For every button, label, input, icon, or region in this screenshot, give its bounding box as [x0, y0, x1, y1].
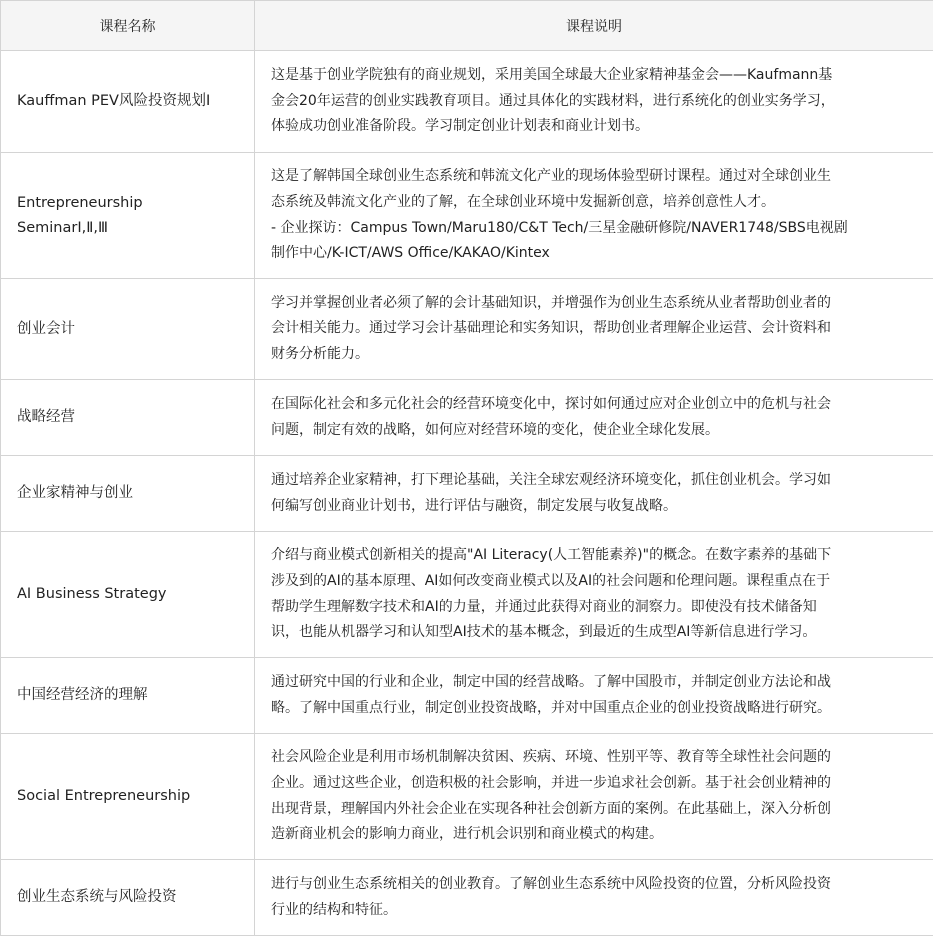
table-row	[1, 456, 933, 532]
course-name-cell	[1, 380, 255, 456]
table-row	[1, 153, 933, 279]
course-description-line: 略。了解中国重点行业，制定创业投资战略，并对中国重点企业的创业投资战略进行研究。	[271, 699, 831, 716]
course-description-line: 通过培养企业家精神，打下理论基础，关注全球宏观经济环境变化，抓住创业机会。学习如	[271, 471, 831, 488]
course-name-line: AI Business Strategy	[17, 586, 167, 602]
course-description-cell	[255, 380, 933, 456]
course-name-line: 企业家精神与创业	[17, 485, 133, 501]
course-description-line: 进行与创业生态系统相关的创业教育。了解创业生态系统中风险投资的位置，分析风险投资	[271, 875, 831, 892]
course-description-line: 财务分析能力。	[271, 345, 369, 362]
column-header-course-description: 课程说明	[255, 1, 933, 51]
course-name-cell	[1, 658, 255, 734]
course-description-line: 识，也能从机器学习和认知型AI技术的基本概念，到最近的生成型AI等新信息进行学习。	[271, 624, 817, 641]
course-name-cell	[1, 279, 255, 380]
course-description-cell	[255, 456, 933, 532]
course-description-line: 通过研究中国的行业和企业，制定中国的经营战略。了解中国股市，并制定创业方法论和战	[271, 673, 831, 690]
course-name-line: 创业会计	[17, 320, 75, 337]
course-description-cell	[255, 658, 933, 734]
course-name-cell	[1, 860, 255, 936]
table-row	[1, 658, 933, 734]
course-description-line: 问题，制定有效的战略，如何应对经营环境的变化，使企业全球化发展。	[271, 421, 719, 438]
course-description-line: 何编写创业商业计划书，进行评估与融资，制定发展与收复战略。	[271, 497, 677, 514]
course-name-line: SeminarⅠ,Ⅱ,Ⅲ	[17, 219, 108, 236]
course-name-line: Kauffman PEV风险投资规划Ⅰ	[17, 93, 211, 109]
course-description-line: 会计相关能力。通过学习会计基础理论和实务知识，帮助创业者理解企业运营、会计资料和	[271, 320, 831, 337]
table-row	[1, 279, 933, 380]
table-header-row	[1, 1, 933, 51]
course-description-line: 涉及到的AI的基本原理、AI如何改变商业模式以及AI的社会问题和伦理问题。课程重点在于	[271, 572, 831, 589]
column-header-course-name: 课程名称	[1, 1, 255, 51]
course-description-line: 行业的结构和特征。	[271, 901, 397, 918]
course-description-line: 学习并掌握创业者必须了解的会计基础知识，并增强作为创业生态系统从业者帮助创业者的	[271, 294, 831, 311]
course-description-line: 造新商业机会的影响力商业，进行机会识别和商业模式的构建。	[271, 826, 663, 843]
course-description-line: - 企业探访：Campus Town/Maru180/C&T Tech/三星金融研修院/NAVER1748/SBS电视剧	[271, 219, 848, 236]
table-row	[1, 734, 933, 860]
course-description-cell	[255, 153, 933, 279]
course-name-cell	[1, 153, 255, 279]
course-description-cell	[255, 734, 933, 860]
course-description-line: 这是了解韩国全球创业生态系统和韩流文化产业的现场体验型研讨课程。通过对全球创业生	[271, 168, 831, 185]
table-row	[1, 51, 933, 153]
course-name-cell	[1, 51, 255, 153]
course-name-line: Social Entrepreneurship	[17, 788, 191, 804]
course-description-line: 在国际化社会和多元化社会的经营环境变化中，探讨如何通过应对企业创立中的危机与社会	[271, 395, 831, 412]
course-name-cell	[1, 734, 255, 860]
course-description-line: 这是基于创业学院独有的商业规划，采用美国全球最大企业家精神基金会——Kaufmann基	[271, 67, 833, 84]
course-description-line: 社会风险企业是利用市场机制解决贫困、疾病、环境、性别平等、教育等全球性社会问题的	[271, 749, 831, 766]
course-name-cell	[1, 456, 255, 532]
course-description-cell	[255, 279, 933, 380]
table-row	[1, 860, 933, 936]
course-name-line: Entrepreneurship	[17, 194, 143, 211]
table-row	[1, 532, 933, 658]
course-description-line: 态系统及韩流文化产业的了解，在全球创业环境中发掘新创意，培养创意性人才。	[271, 193, 775, 210]
course-name-line: 战略经营	[17, 409, 75, 425]
course-description-line: 介绍与商业模式创新相关的提高"AI Literacy(人工智能素养)"的概念。在数字素养的基础下	[271, 547, 832, 564]
course-description-line: 企业。通过这些企业，创造积极的社会影响，并进一步追求社会创新。基于社会创业精神的	[271, 774, 831, 791]
course-description-cell	[255, 860, 933, 936]
course-description-cell	[255, 532, 933, 658]
course-name-line: 创业生态系统与风险投资	[17, 889, 177, 905]
course-description-cell	[255, 51, 933, 153]
course-description-line: 体验成功创业准备阶段。学习制定创业计划表和商业计划书。	[271, 118, 649, 135]
course-description-line: 金会20年运营的创业实践教育项目。通过具体化的实践材料，进行系统化的创业实务学习，	[271, 92, 835, 109]
course-table-body	[1, 51, 933, 936]
table-row	[1, 380, 933, 456]
course-description-line: 制作中心/K-ICT/AWS Office/KAKAO/Kintex	[271, 245, 550, 262]
course-description-line: 帮助学生理解数字技术和AI的力量，并通过此获得对商业的洞察力。即使没有技术储备知	[271, 598, 817, 615]
course-name-cell	[1, 532, 255, 658]
course-description-line: 出现背景，理解国内外社会企业在实现各种社会创新方面的案例。在此基础上，深入分析创	[271, 800, 831, 817]
course-name-line: 中国经营经济的理解	[17, 687, 148, 703]
